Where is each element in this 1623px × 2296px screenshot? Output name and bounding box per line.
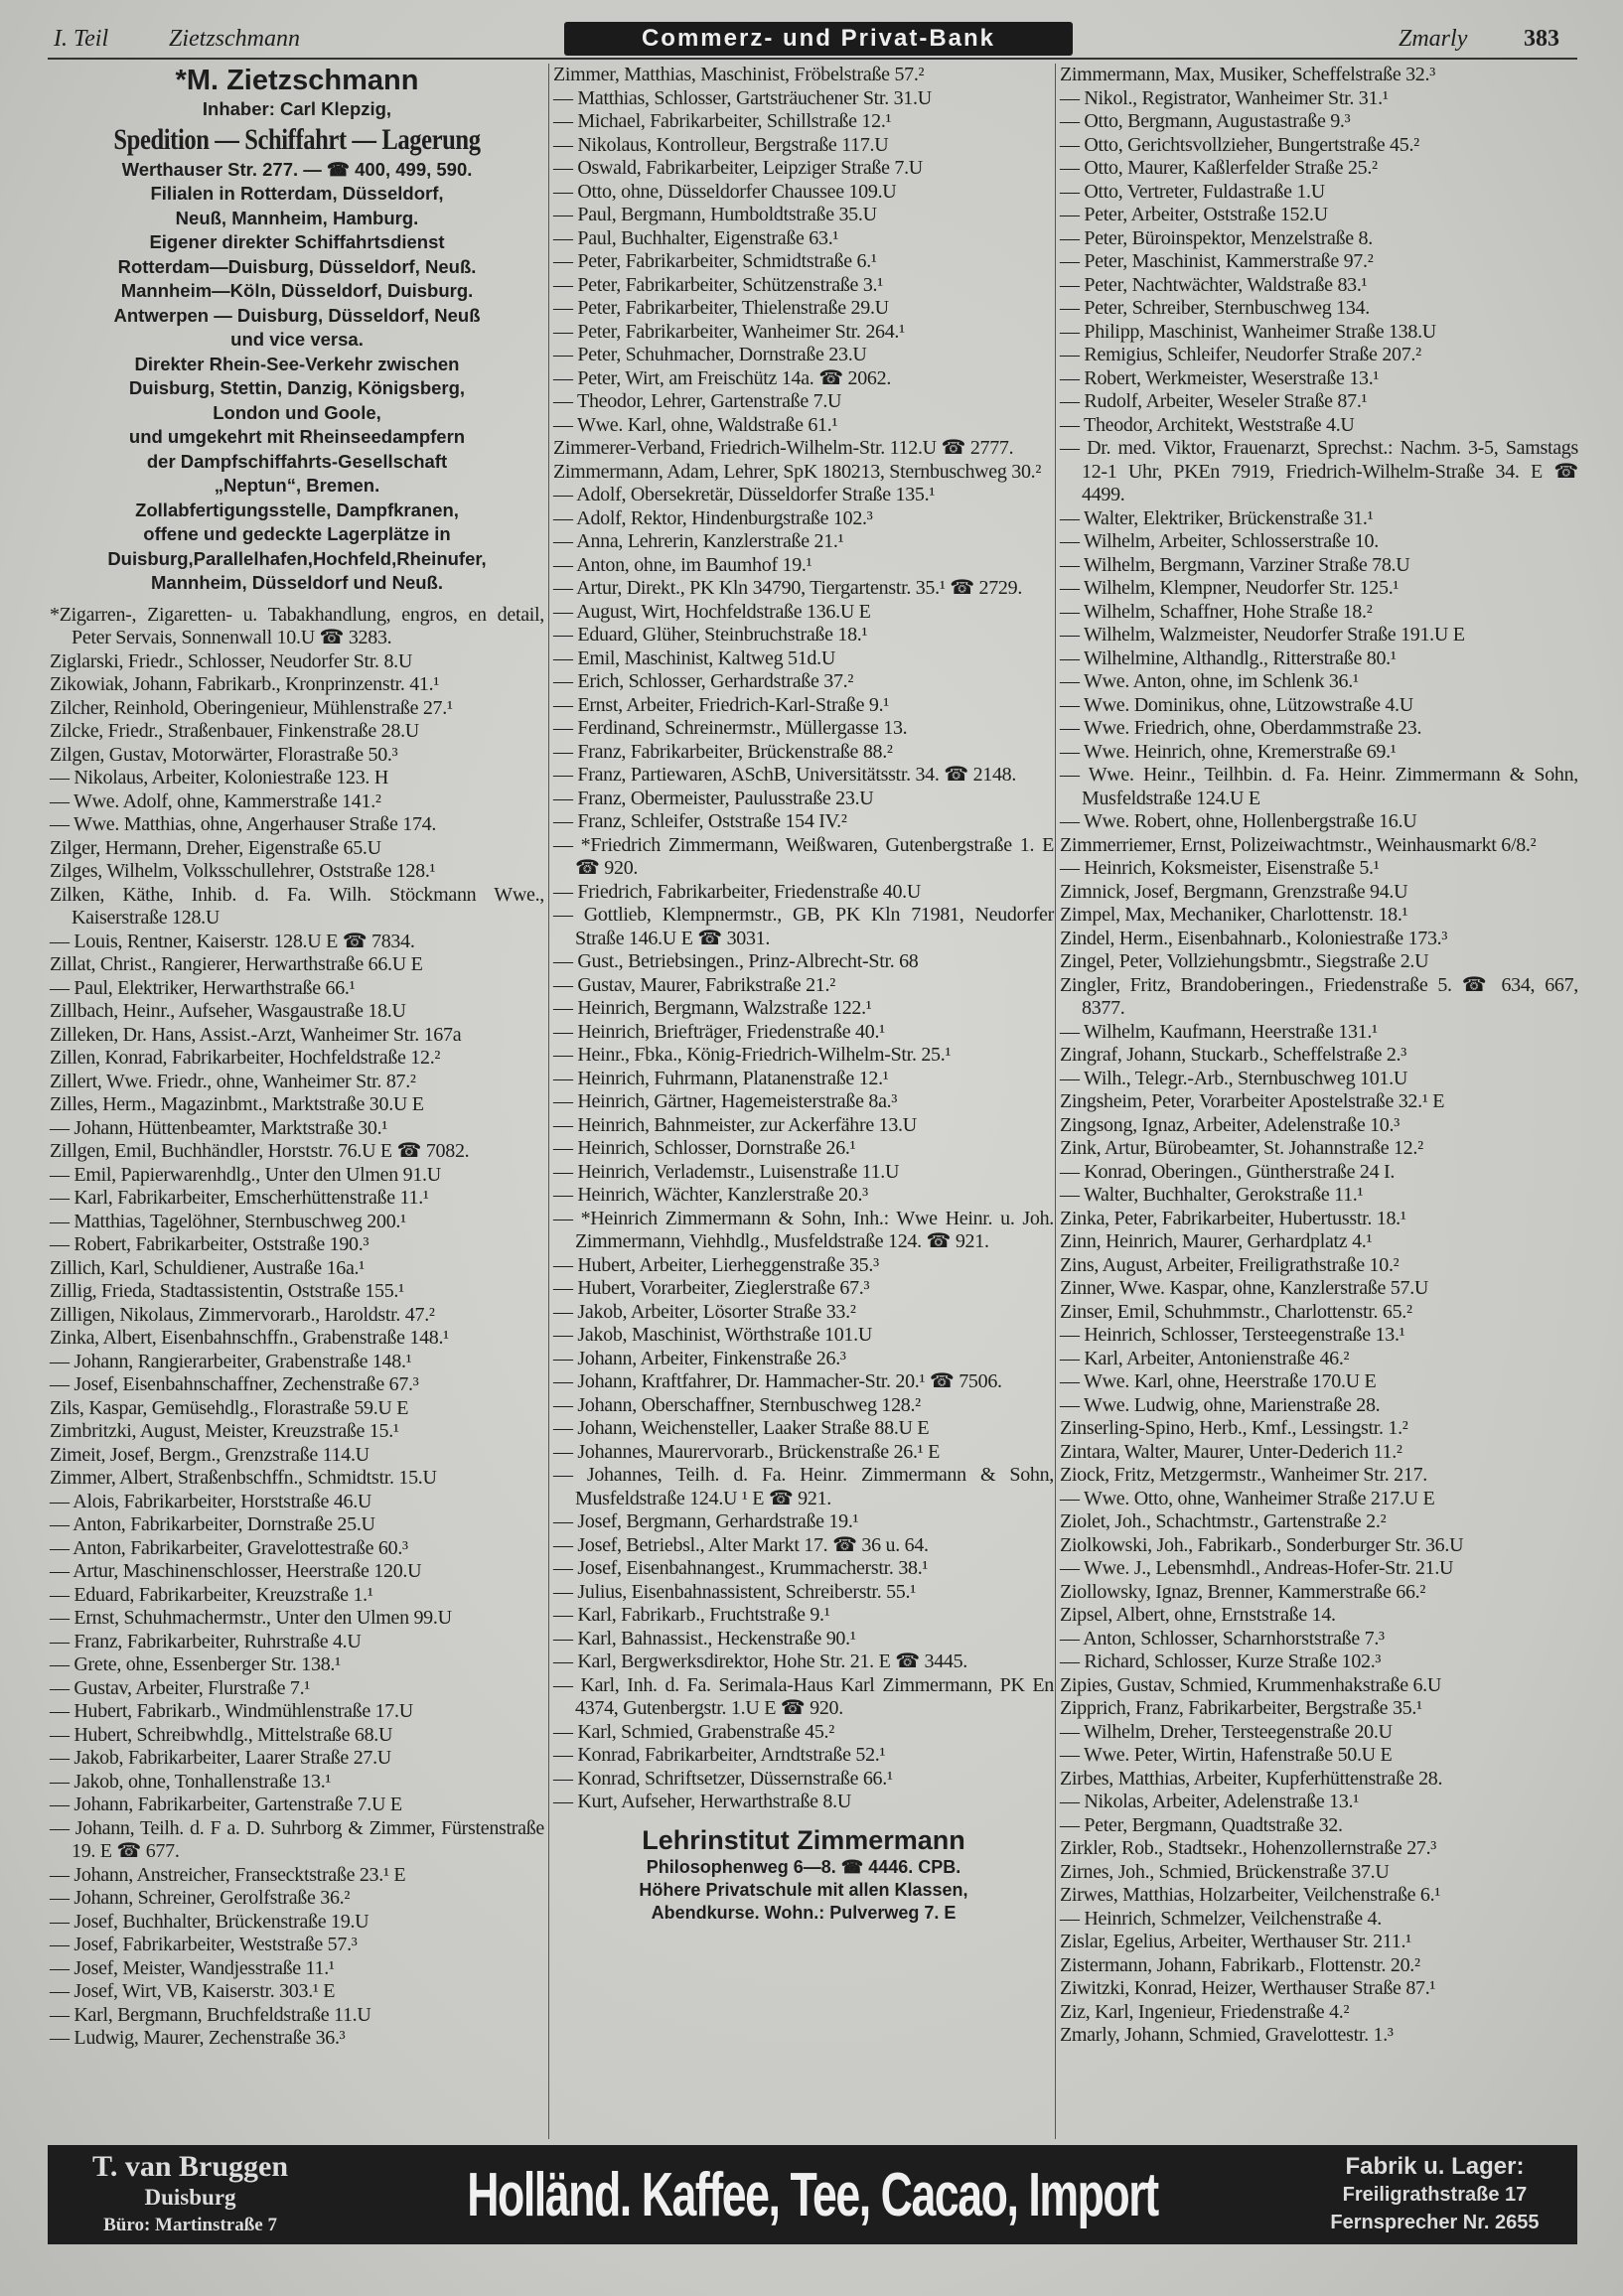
directory-entry: — Johann, Kraftfahrer, Dr. Hammacher-Str. 20.¹ ☎ 7506. (553, 1370, 1002, 1392)
ad-line: Philosophenweg 6—8. ☎ 4446. CPB. (646, 1856, 961, 1877)
ad-line: Rotterdam—Duisburg, Düsseldorf, Neuß. (117, 255, 477, 277)
directory-entry: Zillgen, Emil, Buchhändler, Horststr. 76.U E ☎ 7082. (50, 1140, 470, 1162)
directory-entry: Zinner, Wwe. Kaspar, ohne, Kanzlerstraße 57.U (1060, 1277, 1429, 1299)
directory-entry: Zimbritzki, August, Meister, Kreuzstraße 15.¹ (50, 1420, 399, 1442)
directory-entry: Ziolet, Joh., Schachtmstr., Gartenstraße 2.² (1060, 1510, 1387, 1532)
directory-entry: Zilles, Herm., Magazinbmt., Marktstraße 30.U E (50, 1093, 424, 1115)
directory-entry: — Josef, Wirt, VB, Kaiserstr. 303.¹ E (50, 1980, 336, 2002)
directory-entry: — Heinrich, Gärtner, Hagemeisterstraße 8a.³ (553, 1090, 898, 1112)
page-number: 383 (1524, 26, 1559, 52)
column-1 (50, 64, 544, 2051)
directory-entry: — Johann, Anstreicher, Fransecktstraße 23.¹ E (50, 1863, 406, 1886)
directory-entry: — Rudolf, Arbeiter, Weseler Straße 87.¹ (1060, 390, 1368, 412)
directory-entry: — Michael, Fabrikarbeiter, Schillstraße 12.¹ (553, 110, 892, 132)
directory-entry: — Konrad, Fabrikarbeiter, Arndtstraße 52.¹ (553, 1744, 886, 1766)
column-3 (1055, 64, 1578, 2139)
directory-entry: Zimeit, Josef, Bergm., Grenzstraße 114.U (50, 1443, 369, 1466)
directory-entry: Zimmermann, Adam, Lehrer, SpK 180213, Sternbuschweg 30.² (553, 460, 1042, 483)
directory-entry: — Theodor, Architekt, Weststraße 4.U (1060, 413, 1355, 436)
directory-entry: Zirkler, Rob., Stadtsekr., Hohenzollernstraße 27.³ (1060, 1837, 1436, 1859)
directory-entry: — Karl, Fabrikarbeiter, Emscherhüttenstraße 11.¹ (50, 1187, 429, 1209)
directory-entry: — Karl, Inh. d. Fa. Serimala-Haus Karl Zimmermann, PK En 4374, Gutenbergstr. 1.U E ☎ 920. (553, 1673, 1054, 1719)
directory-entry: Zikowiak, Johann, Fabrikarb., Kronprinzenstr. 41.¹ (50, 673, 440, 695)
directory-entry: Zinka, Albert, Eisenbahnschffn., Grabenstraße 148.¹ (50, 1327, 449, 1349)
ad-line: der Dampfschiffahrts-Gesellschaft (146, 450, 448, 472)
directory-entry: — Karl, Fabrikarb., Fruchtstraße 9.¹ (553, 1604, 830, 1626)
directory-entry: Zillich, Karl, Schuldiener, Austraße 16a.¹ (50, 1256, 365, 1279)
directory-entry: Zistermann, Johann, Fabrikarb., Flottenstr. 20.² (1060, 1953, 1420, 1976)
directory-entry: — Wwe. Dominikus, ohne, Lützowstraße 4.U (1060, 693, 1413, 716)
bank-banner: Commerz- und Privat-Bank (564, 22, 1073, 56)
directory-entry: — Nikol., Registrator, Wanheimer Str. 31.¹ (1060, 86, 1389, 109)
ad-line: Duisburg, Stettin, Danzig, Königsberg, (128, 377, 466, 398)
header-last-name: Zmarly (1399, 26, 1468, 52)
directory-entry: — Johann, Rangierarbeiter, Grabenstraße 148.¹ (50, 1350, 412, 1372)
directory-entry: Ziglarski, Friedr., Schlosser, Neudorfer Str. 8.U (50, 649, 412, 672)
directory-entry: — Gottlieb, Klempnermstr., GB, PK Kln 71981, Neudorfer Straße 146.U E ☎ 3031. (553, 904, 1054, 949)
directory-entry: — Eduard, Fabrikarbeiter, Kreuzstraße 1.¹ (50, 1583, 373, 1606)
directory-entry: Zimmerer-Verband, Friedrich-Wilhelm-Str. 112.U ☎ 2777. (553, 437, 1014, 459)
directory-entry: — Paul, Bergmann, Humboldtstraße 35.U (553, 204, 877, 225)
directory-entry: Zimnick, Josef, Bergmann, Grenzstraße 94.U (1060, 880, 1408, 903)
directory-entry: — Jakob, Maschinist, Wörthstraße 101.U (553, 1324, 872, 1346)
directory-entry: Zilken, Käthe, Inhib. d. Fa. Wilh. Stöckmann Wwe., Kaiserstraße 128.U (50, 883, 544, 929)
directory-entry: — Karl, Schmied, Grabenstraße 45.² (553, 1720, 834, 1743)
directory-entry: — Anton, ohne, im Baumhof 19.¹ (553, 553, 812, 576)
directory-entry: Zingraf, Johann, Stuckarb., Scheffelstraße 2.³ (1060, 1044, 1406, 1066)
directory-entry: — Wilhelm, Klempner, Neudorfer Str. 125.¹ (1060, 577, 1400, 599)
directory-entry: — Peter, Fabrikarbeiter, Schmidtstraße 6.¹ (553, 250, 877, 272)
ad-line: Mannheim, Düsseldorf und Neuß. (151, 572, 443, 593)
ad-phone: Fernsprecher Nr. 2655 (1330, 2212, 1540, 2233)
ad-line: Eigener direkter Schiffahrtsdienst (149, 231, 445, 252)
directory-entry: — Otto, Vertreter, Fuldastraße 1.U (1060, 180, 1325, 203)
directory-entry: Ziollowsky, Ignaz, Brenner, Kammerstraße 66.² (1060, 1580, 1426, 1603)
ad-line: Inhaber: Carl Klepzig, (202, 98, 392, 119)
directory-entry: — Theodor, Lehrer, Gartenstraße 7.U (553, 390, 842, 412)
entry-list (553, 64, 1054, 1814)
directory-entry: Zimpel, Max, Mechaniker, Charlottenstr. 18.¹ (1060, 904, 1408, 926)
directory-entry: — Robert, Fabrikarbeiter, Oststraße 190.³ (50, 1233, 369, 1255)
directory-entry: — Karl, Bahnassist., Heckenstraße 90.¹ (553, 1627, 856, 1650)
part-label: I. Teil (54, 26, 109, 52)
directory-entry: — Artur, Maschinenschlosser, Heerstraße 120.U (50, 1560, 422, 1582)
ad-line: Antwerpen — Duisburg, Düsseldorf, Neuß (113, 304, 481, 326)
directory-entry: — Otto, Bergmann, Augustastraße 9.³ (1060, 110, 1351, 132)
directory-entry: — Ferdinand, Schreinermstr., Müllergasse 13. (553, 717, 908, 739)
ad-line: London und Goole, (213, 401, 381, 423)
directory-entry: Ziz, Karl, Ingenieur, Friedenstraße 4.² (1060, 2000, 1350, 2023)
directory-entry: Zipprich, Franz, Fabrikarbeiter, Bergstraße 35.¹ (1060, 1697, 1422, 1719)
lehrinstitut-advertisement (553, 1824, 1054, 1925)
directory-entry: — Wwe. Heinrich, ohne, Kremerstraße 69.¹ (1060, 740, 1397, 763)
directory-entry: — Nikolaus, Arbeiter, Koloniestraße 123. H (50, 767, 388, 789)
entry-list (1060, 64, 1578, 2048)
directory-entry: Zillig, Frieda, Stadtassistentin, Oststraße 155.¹ (50, 1280, 404, 1302)
directory-entry: — Gustav, Maurer, Fabrikstraße 21.² (553, 973, 835, 996)
ad-factory-address: Freiligrathstraße 17 (1342, 2184, 1528, 2206)
directory-entry: — Wwe. Karl, ohne, Heerstraße 170.U E (1060, 1370, 1377, 1392)
ad-line: Neuß, Mannheim, Hamburg. (175, 207, 419, 228)
directory-entry: — Heinr., Fbka., König-Friedrich-Wilhelm-Str. 25.¹ (553, 1044, 952, 1066)
directory-entry: — Otto, ohne, Düsseldorfer Chaussee 109.U (553, 180, 897, 203)
directory-entry: — Josef, Eisenbahnschaffner, Zechenstraße 67.³ (50, 1373, 419, 1395)
directory-entry: — Anna, Lehrerin, Kanzlerstraße 21.¹ (553, 530, 844, 552)
ad-line: Werthauser Str. 277. — ☎ 400, 499, 590. (121, 158, 473, 180)
directory-entry: — Josef, Meister, Wandjesstraße 11.¹ (50, 1956, 335, 1979)
entry-list (50, 604, 544, 2051)
directory-entry: Zimmerriemer, Ernst, Polizeiwachtmstr., Weinhausmarkt 6/8.² (1060, 833, 1537, 856)
directory-entry: — Kurt, Aufseher, Herwarthstraße 8.U (553, 1791, 851, 1812)
directory-entry: — Wilhelmine, Althandlg., Ritterstraße 80.¹ (1060, 646, 1397, 669)
directory-entry: — Johann, Schreiner, Gerolfstraße 36.² (50, 1887, 351, 1909)
directory-entry: Zislar, Egelius, Arbeiter, Werthauser Str. 211.¹ (1060, 1931, 1411, 1952)
directory-entry: — Johann, Fabrikarbeiter, Gartenstraße 7.U E (50, 1794, 402, 1815)
directory-entry: Zirbes, Matthias, Arbeiter, Kupferhüttenstraße 28. (1060, 1767, 1443, 1790)
directory-entry: — Adolf, Obersekretär, Düsseldorfer Straße 135.¹ (553, 484, 936, 505)
directory-entry: — Karl, Bergwerksdirektor, Hohe Str. 21. E ☎ 3445. (553, 1650, 968, 1672)
directory-entry: — Peter, Maschinist, Kammerstraße 97.² (1060, 250, 1374, 272)
directory-entry: — Paul, Buchhalter, Eigenstraße 63.¹ (553, 226, 839, 249)
directory-entry: — Karl, Bergmann, Bruchfeldstraße 11.U (50, 2003, 371, 2026)
directory-entry: Zipies, Gustav, Schmied, Krummenhakstraße 6.U (1060, 1673, 1442, 1696)
directory-entry: — Otto, Maurer, Kaßlerfelder Straße 25.² (1060, 157, 1378, 179)
ad-factory-block (1292, 2153, 1577, 2236)
directory-entry: — *Heinrich Zimmermann & Sohn, Inh.: Wwe Heinr. u. Joh. Zimmermann, Viehhdlg., Musfeldstraße 124. ☎ 921. (553, 1207, 1054, 1252)
directory-entry: — Nikolas, Arbeiter, Adelenstraße 13.¹ (1060, 1791, 1359, 1812)
directory-entry: Zilleken, Dr. Hans, Assist.-Arzt, Wanheimer Str. 167a (50, 1023, 462, 1046)
directory-entry: — Heinrich, Verlademstr., Luisenstraße 11.U (553, 1160, 900, 1183)
directory-entry: — Johannes, Teilh. d. Fa. Heinr. Zimmermann & Sohn, Musfeldstraße 124.U ¹ E ☎ 921. (553, 1464, 1054, 1509)
directory-entry: — Josef, Bergmann, Gerhardstraße 19.¹ (553, 1510, 859, 1532)
ad-line: Direkter Rhein-See-Verkehr zwischen (134, 353, 460, 374)
bottom-advertisement (48, 2145, 1577, 2244)
directory-entry: — Johann, Arbeiter, Finkenstraße 26.³ (553, 1347, 846, 1369)
directory-entry: — Adolf, Rektor, Hindenburgstraße 102.³ (553, 506, 873, 529)
directory-entry: Zilger, Hermann, Dreher, Eigenstraße 65.U (50, 836, 381, 859)
directory-entry: — Oswald, Fabrikarbeiter, Leipziger Straße 7.U (553, 157, 923, 179)
directory-entry: Zins, August, Arbeiter, Freiligrathstraße 10.² (1060, 1253, 1400, 1276)
ad-line: Zollabfertigungsstelle, Dampfkranen, (135, 499, 459, 520)
directory-entry: — Karl, Arbeiter, Antonienstraße 46.² (1060, 1347, 1350, 1369)
page-header (48, 24, 1577, 60)
directory-entry: — Jakob, ohne, Tonhallenstraße 13.¹ (50, 1770, 332, 1793)
directory-entry: — Anton, Schlosser, Scharnhorststraße 7.³ (1060, 1627, 1385, 1650)
directory-entry: — Jakob, Fabrikarbeiter, Laarer Straße 27.U (50, 1747, 391, 1769)
directory-entry: — Eduard, Glüher, Steinbruchstraße 18.¹ (553, 624, 868, 646)
directory-entry: Zillbach, Heinr., Aufseher, Wasgaustraße 18.U (50, 1000, 406, 1022)
directory-entry: — Wwe. Karl, ohne, Waldstraße 61.¹ (553, 413, 838, 436)
directory-entry: Zilges, Wilhelm, Volksschullehrer, Oststraße 128.¹ (50, 860, 436, 882)
directory-entry: — Hubert, Fabrikarb., Windmühlenstraße 17.U (50, 1700, 413, 1722)
directory-entry: — Richard, Schlosser, Kurze Straße 102.³ (1060, 1650, 1382, 1672)
directory-entry: — Anton, Fabrikarbeiter, Gravelottestraße 60.³ (50, 1536, 408, 1559)
directory-entry: — Franz, Obermeister, Paulusstraße 23.U (553, 787, 874, 809)
directory-entry: Ziwitzki, Konrad, Heizer, Werthauser Straße 87.¹ (1060, 1977, 1436, 1999)
directory-entry: Zinka, Peter, Fabrikarbeiter, Hubertusstr. 18.¹ (1060, 1207, 1406, 1229)
directory-entry: — Julius, Eisenbahnassistent, Schreiberstr. 55.¹ (553, 1580, 916, 1603)
directory-entry: Zipsel, Albert, ohne, Ernststraße 14. (1060, 1604, 1336, 1626)
directory-entry: — August, Wirt, Hochfeldstraße 136.U E (553, 600, 871, 623)
directory-entry: — Emil, Maschinist, Kaltweg 51d.U (553, 646, 835, 669)
directory-entry: — Johann, Weichensteller, Laaker Straße 88.U E (553, 1417, 930, 1439)
directory-entry: Zillat, Christ., Rangierer, Herwarthstraße 66.U E (50, 953, 423, 975)
directory-entry: Ziolkowski, Joh., Fabrikarb., Sonderburger Str. 36.U (1060, 1533, 1464, 1556)
directory-entry: — Hubert, Schreibwhdlg., Mittelstraße 68.U (50, 1723, 393, 1746)
directory-entry: — Wwe. Otto, ohne, Wanheimer Straße 217.U E (1060, 1487, 1435, 1509)
ad-city: Duisburg (144, 2185, 236, 2210)
directory-entry: Zmarly, Johann, Schmied, Gravelottestr. 1.³ (1060, 2024, 1394, 2046)
ad-company-block (48, 2150, 333, 2239)
directory-entry: *Zigarren-, Zigaretten- u. Tabakhandlung, engros, en detail, Peter Servais, Sonnenwall 10.U ☎ 3283. (50, 603, 544, 648)
directory-entry: — Peter, Büroinspektor, Menzelstraße 8. (1060, 226, 1373, 249)
directory-entry: — Peter, Bergmann, Quadtstraße 32. (1060, 1813, 1343, 1836)
directory-entry: — Nikolaus, Kontrolleur, Bergstraße 117.U (553, 133, 889, 156)
directory-entry: — Peter, Fabrikarbeiter, Wanheimer Str. 264.¹ (553, 320, 905, 343)
directory-entry: Zilgen, Gustav, Motorwärter, Florastraße 50.³ (50, 743, 398, 766)
directory-entry: — Wwe. J., Lebensmhdl., Andreas-Hofer-Str. 21.U (1060, 1557, 1454, 1579)
directory-entry: — Johann, Oberschaffner, Sternbuschweg 128.² (553, 1393, 921, 1416)
column-2 (548, 64, 1054, 2139)
directory-entry: — Wwe. Heinr., Teilhbin. d. Fa. Heinr. Zimmermann & Sohn, Musfeldstraße 124.U E (1060, 764, 1578, 809)
ad-line: Mannheim—Köln, Düsseldorf, Duisburg. (120, 280, 474, 301)
directory-entry: — Josef, Buchhalter, Brückenstraße 19.U (50, 1910, 369, 1933)
ad-factory-label: Fabrik u. Lager: (1345, 2153, 1525, 2180)
directory-entry: — Wilh., Telegr.-Arb., Sternbuschweg 101.U (1060, 1067, 1407, 1089)
directory-entry: — Johann, Teilh. d. F a. D. Suhrborg & Zimmer, Fürstenstraße 19. E ☎ 677. (50, 1816, 544, 1862)
directory-entry: Zinserling-Spino, Herb., Kmf., Lessingstr. 1.² (1060, 1417, 1408, 1439)
directory-entry: — Ludwig, Maurer, Zechenstraße 36.³ (50, 2027, 346, 2049)
directory-entry: — Anton, Fabrikarbeiter, Dornstraße 25.U (50, 1513, 375, 1535)
ad-line: Höhere Privatschule mit allen Klassen, (639, 1879, 968, 1900)
directory-entry: — Franz, Partiewaren, ASchB, Universitätsstr. 34. ☎ 2148. (553, 764, 1017, 786)
directory-entry: — Konrad, Oberingen., Güntherstraße 24 I. (1060, 1160, 1396, 1183)
directory-entry: Zirwes, Matthias, Holzarbeiter, Veilchenstraße 6.¹ (1060, 1884, 1441, 1906)
directory-entry: — Franz, Fabrikarbeiter, Brückenstraße 88.² (553, 740, 893, 763)
ad-title: Lehrinstitut Zimmermann (642, 1824, 965, 1855)
directory-entry: — Hubert, Arbeiter, Lierheggenstraße 35.³ (553, 1253, 879, 1276)
directory-entry: — Peter, Nachtwächter, Waldstraße 83.¹ (1060, 273, 1368, 296)
directory-entry: — Josef, Fabrikarbeiter, Weststraße 57.³ (50, 1934, 358, 1955)
ad-line: und umgekehrt mit Rheinseedampfern (128, 426, 466, 447)
directory-entry: Zindel, Herm., Eisenbahnarb., Koloniestraße 173.³ (1060, 927, 1448, 949)
directory-entry: — Wwe. Adolf, ohne, Kammerstraße 141.² (50, 789, 381, 812)
directory-entry: — Friedrich, Fabrikarbeiter, Friedenstraße 40.U (553, 880, 921, 903)
directory-entry: — Heinrich, Wächter, Kanzlerstraße 20.³ (553, 1184, 868, 1206)
directory-entry: — Peter, Arbeiter, Oststraße 152.U (1060, 204, 1328, 225)
directory-entry: Zillert, Wwe. Friedr., ohne, Wanheimer Str. 87.² (50, 1070, 416, 1092)
directory-entry: Zimmer, Albert, Straßenbschffn., Schmidtstr. 15.U (50, 1467, 437, 1489)
directory-entry: — Walter, Buchhalter, Gerokstraße 11.¹ (1060, 1184, 1364, 1206)
ad-slogan: Holländ. Kaffee, Tee, Cacao, Import (467, 2160, 1158, 2229)
directory-entry: Zinser, Emil, Schuhmmstr., Charlottenstr. 65.² (1060, 1300, 1412, 1323)
directory-entry: — Franz, Schleifer, Oststraße 154 IV.² (553, 810, 847, 832)
ad-company-name: *M. Zietzschmann (175, 65, 419, 96)
directory-entry: — Heinrich, Schlosser, Tersteegenstraße 13.¹ (1060, 1324, 1405, 1346)
directory-entry: Zilcher, Reinhold, Oberingenieur, Mühlenstraße 27.¹ (50, 696, 453, 719)
directory-entry: Zimmer, Matthias, Maschinist, Fröbelstraße 57.² (553, 64, 925, 85)
directory-entry: — Remigius, Schleifer, Neudorfer Straße 207.² (1060, 344, 1421, 365)
directory-entry: — Wilhelm, Bergmann, Varziner Straße 78.U (1060, 553, 1410, 576)
directory-entry: Zirnes, Joh., Schmied, Brückenstraße 37.U (1060, 1860, 1390, 1883)
directory-entry: — Konrad, Schriftsetzer, Düssernstraße 66.¹ (553, 1767, 893, 1790)
directory-entry: — Josef, Betriebsl., Alter Markt 17. ☎ 36 u. 64. (553, 1533, 929, 1556)
directory-entry: — Heinrich, Fuhrmann, Platanenstraße 12.¹ (553, 1067, 889, 1089)
directory-entry: — Heinrich, Bergmann, Walzstraße 122.¹ (553, 997, 872, 1019)
directory-entry: — Peter, Schreiber, Sternbuschweg 134. (1060, 297, 1370, 319)
directory-entry: — *Friedrich Zimmermann, Weißwaren, Gutenbergstraße 1. E ☎ 920. (553, 833, 1054, 879)
directory-entry: — Grete, ohne, Essenberger Str. 138.¹ (50, 1653, 341, 1675)
ad-services: Spedition — Schiffahrt — Lagerung (113, 122, 481, 156)
directory-entry: — Dr. med. Viktor, Frauenarzt, Sprechst.: Nachm. 3-5, Samstags 12-1 Uhr, PKEn 7919, Friedrich-Wilhelm-Straße 34. E ☎ 4499. (1060, 437, 1578, 505)
ad-line: offene und gedeckte Lagerplätze in (143, 523, 451, 544)
directory-entry: Ziock, Fritz, Metzgermstr., Wanheimer Str. 217. (1060, 1464, 1427, 1486)
directory-entry: — Peter, Wirt, am Freischütz 14a. ☎ 2062. (553, 366, 892, 389)
directory-entry: Zilligen, Nikolaus, Zimmervorarb., Haroldstr. 47.² (50, 1303, 435, 1326)
directory-entry: — Peter, Schuhmacher, Dornstraße 23.U (553, 344, 867, 365)
directory-entry: — Wwe. Matthias, ohne, Angerhauser Straße 174. (50, 813, 437, 835)
directory-entry: — Matthias, Schlosser, Gartsträuchener Str. 31.U (553, 86, 932, 109)
directory-entry: — Wwe. Anton, ohne, im Schlenk 36.¹ (1060, 670, 1359, 692)
directory-entry: — Heinrich, Bahnmeister, zur Ackerfähre 13.U (553, 1113, 917, 1136)
directory-entry: Zinn, Heinrich, Maurer, Gerhardplatz 4.¹ (1060, 1230, 1373, 1252)
directory-entry: — Peter, Fabrikarbeiter, Schützenstraße 3.¹ (553, 273, 883, 296)
directory-entry: — Wilhelm, Walzmeister, Neudorfer Straße 191.U E (1060, 624, 1465, 646)
directory-entry: — Heinrich, Koksmeister, Eisenstraße 5.¹ (1060, 857, 1380, 879)
directory-entry: — Otto, Gerichtsvollzieher, Bungertstraße 45.² (1060, 133, 1419, 156)
directory-entry: — Ernst, Arbeiter, Friedrich-Karl-Straße 9.¹ (553, 693, 890, 716)
directory-entry: Zingel, Peter, Vollziehungsbmtr., Siegstraße 2.U (1060, 950, 1429, 972)
directory-entry: — Emil, Papierwarenhdlg., Unter den Ulmen 91.U (50, 1163, 441, 1186)
directory-entry: — Wwe. Ludwig, ohne, Marienstraße 28. (1060, 1393, 1381, 1416)
directory-entry: — Heinrich, Schmelzer, Veilchenstraße 4. (1060, 1907, 1382, 1930)
directory-entry: — Wilhelm, Dreher, Tersteegenstraße 20.U (1060, 1720, 1393, 1743)
directory-entry: — Wwe. Robert, ohne, Hollenbergstraße 16.U (1060, 810, 1417, 832)
directory-entry: — Paul, Elektriker, Herwarthstraße 66.¹ (50, 976, 356, 999)
directory-entry: — Jakob, Arbeiter, Lösorter Straße 33.² (553, 1300, 856, 1323)
directory-entry: — Walter, Elektriker, Brückenstraße 31.¹ (1060, 506, 1374, 529)
directory-entry: Zils, Kaspar, Gemüsehdlg., Florastraße 59.U E (50, 1396, 409, 1419)
directory-entry: — Heinrich, Briefträger, Friedenstraße 40.¹ (553, 1020, 885, 1043)
directory-entry: — Peter, Fabrikarbeiter, Thielenstraße 29.U (553, 297, 889, 319)
directory-entry: Zink, Artur, Bürobeamter, St. Johannstraße 12.² (1060, 1137, 1423, 1159)
directory-entry: — Wwe. Friedrich, ohne, Oberdammstraße 23. (1060, 717, 1422, 739)
directory-entry: — Artur, Direkt., PK Kln 34790, Tiergartenstr. 35.¹ ☎ 2729. (553, 577, 1023, 599)
ad-line: Abendkurse. Wohn.: Pulverweg 7. E (651, 1902, 957, 1923)
directory-entry: Zilcke, Friedr., Straßenbauer, Finkenstraße 28.U (50, 720, 419, 742)
directory-entry: — Hubert, Vorarbeiter, Zieglerstraße 67.³ (553, 1277, 870, 1299)
directory-entry: Zimmermann, Max, Musiker, Scheffelstraße 32.³ (1060, 64, 1435, 85)
zietzschmann-advertisement (50, 64, 544, 596)
ad-line: „Neptun“, Bremen. (214, 475, 380, 496)
directory-entry: — Louis, Rentner, Kaiserstr. 128.U E ☎ 7834. (50, 930, 415, 952)
ad-line: Filialen in Rotterdam, Düsseldorf, (150, 183, 444, 204)
directory-entry: Zintara, Walter, Maurer, Unter-Dederich 11.² (1060, 1440, 1402, 1463)
directory-entry: — Philipp, Maschinist, Wanheimer Straße 138.U (1060, 320, 1436, 343)
directory-entry: — Johannes, Maurervorarb., Brückenstraße 26.¹ E (553, 1440, 940, 1463)
directory-entry: — Heinrich, Schlosser, Dornstraße 26.¹ (553, 1137, 856, 1159)
directory-entry: — Ernst, Schuhmachermstr., Unter den Ulmen 99.U (50, 1607, 452, 1629)
header-first-name: Zietzschmann (169, 26, 300, 52)
directory-entry: — Wilhelm, Kaufmann, Heerstraße 131.¹ (1060, 1020, 1378, 1043)
ad-company: T. van Bruggen (92, 2150, 289, 2183)
ad-line: Duisburg,Parallelhafen,Hochfeld,Rheinufer, (107, 547, 487, 569)
directory-entry: — Matthias, Tagelöhner, Sternbuschweg 200.¹ (50, 1210, 406, 1232)
directory-entry: — Josef, Eisenbahnangest., Krummacherstr. 38.¹ (553, 1557, 929, 1579)
ad-line: und vice versa. (230, 329, 364, 350)
directory-entry: — Alois, Fabrikarbeiter, Horststraße 46.U (50, 1490, 372, 1512)
directory-entry: Zingsong, Ignaz, Arbeiter, Adelenstraße 10.³ (1060, 1113, 1400, 1136)
directory-entry: — Wilhelm, Schaffner, Hohe Straße 18.² (1060, 600, 1373, 623)
directory-entry: — Johann, Hüttenbeamter, Marktstraße 30.¹ (50, 1116, 388, 1139)
directory-entry: Zillen, Konrad, Fabrikarbeiter, Hochfeldstraße 12.² (50, 1047, 441, 1069)
ad-office: Büro: Martinstraße 7 (103, 2215, 277, 2235)
directory-entry: Zingler, Fritz, Brandoberingen., Friedenstraße 5. ☎ 634, 667, 8377. (1060, 973, 1578, 1019)
directory-entry: — Franz, Fabrikarbeiter, Ruhrstraße 4.U (50, 1630, 362, 1652)
directory-entry: Zingsheim, Peter, Vorarbeiter Apostelstraße 32.¹ E (1060, 1090, 1445, 1112)
directory-entry: — Gust., Betriebsingen., Prinz-Albrecht-Str. 68 (553, 950, 919, 972)
directory-entry: — Wilhelm, Arbeiter, Schlosserstraße 10. (1060, 530, 1379, 552)
directory-entry: — Robert, Werkmeister, Weserstraße 13.¹ (1060, 366, 1380, 389)
directory-entry: — Erich, Schlosser, Gerhardstraße 37.² (553, 670, 854, 692)
directory-entry: — Wwe. Peter, Wirtin, Hafenstraße 50.U E (1060, 1744, 1393, 1766)
directory-entry: — Gustav, Arbeiter, Flurstraße 7.¹ (50, 1676, 310, 1699)
